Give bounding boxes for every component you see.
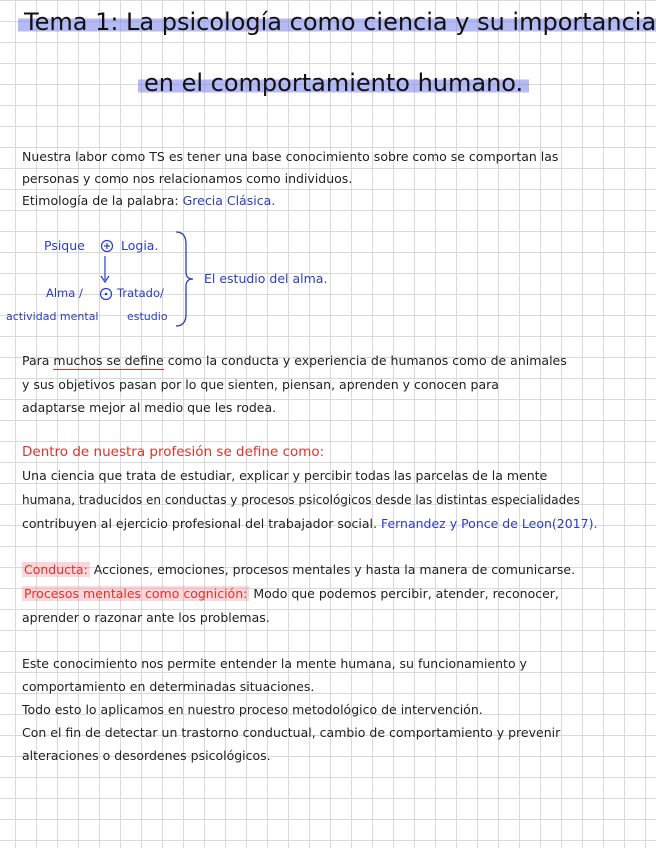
closing-line2: comportamiento en determinadas situaciones.: [22, 679, 315, 694]
definition-rest: como la conducta y experiencia de humanos como de animales: [167, 353, 567, 368]
dot-circle-icon: [101, 289, 112, 300]
intro-line2: personas y como nos relacionamos como individuos.: [22, 171, 353, 186]
page-title-line2: en el comportamiento humano.: [138, 71, 529, 95]
closing-line1: Este conocimiento nos permite entender la mente humana, su funcionamiento y: [22, 656, 527, 671]
curly-brace: [176, 232, 193, 326]
intro-line1: Nuestra labor como TS es tener una base conocimiento sobre como se comportan las: [22, 149, 559, 164]
definition-line2: y sus objetivos pasan por lo que sienten, piensan, aprenden y conocen para: [22, 377, 499, 392]
etymology-label: Etimología de la palabra:: [22, 193, 179, 208]
diagram-alma: Alma /: [46, 286, 83, 300]
diagram-tratado: Tratado/: [117, 286, 164, 300]
diagram-psique: Psique: [44, 238, 85, 253]
conducta-label: Conducta:: [24, 562, 88, 577]
conducta-text: Acciones, emociones, procesos mentales y hasta la manera de comunicarse.: [93, 562, 576, 577]
procesos-label: Procesos mentales como cognición:: [24, 586, 248, 601]
profession-line1: Una ciencia que trata de estudiar, explicar y percibir todas las parcelas de la mente: [22, 468, 548, 483]
diagram-estudio: estudio: [127, 310, 168, 323]
page-title-line1: Tema 1: La psicología como ciencia y su importancia: [18, 10, 656, 34]
definition-underlined: muchos se define: [53, 353, 164, 368]
etymology-line: [22, 195, 275, 208]
procesos-line: [22, 588, 559, 601]
definition-line1: [22, 355, 567, 368]
profession-line2: humana, traducidos en conductas y procesos psicológicos desde las distintas especialidades: [22, 493, 580, 507]
closing-line5: alteraciones o desordenes psicológicos.: [22, 748, 271, 763]
procesos-text: Modo que podemos percibir, atender, reconocer,: [253, 586, 559, 601]
plus-circle-icon: [102, 241, 113, 252]
closing-line3: Todo esto lo aplicamos en nuestro proceso metodológico de intervención.: [22, 702, 483, 717]
profession-heading: Dentro de nuestra profesión se define como:: [22, 444, 325, 460]
procesos-line2: aprender o razonar ante los problemas.: [22, 610, 270, 625]
etymology-value: Grecia Clásica.: [182, 193, 276, 208]
profession-line3-text: contribuyen al ejercicio profesional del trabajador social.: [22, 516, 377, 531]
profession-line3: [22, 518, 597, 531]
definition-line3: adaptarse mejor al medio que les rodea.: [22, 400, 277, 415]
definition-start: Para: [22, 353, 50, 368]
diagram-actividad-mental: actividad mental: [6, 310, 99, 323]
closing-line4: Con el fin de detectar un trastorno conductual, cambio de comportamiento y prevenir: [22, 725, 561, 740]
diagram-meaning: El estudio del alma.: [204, 271, 328, 286]
citation: Fernandez y Ponce de Leon(2017).: [380, 516, 598, 531]
conducta-line: [22, 564, 575, 577]
diagram-logia: Logia.: [121, 238, 159, 253]
